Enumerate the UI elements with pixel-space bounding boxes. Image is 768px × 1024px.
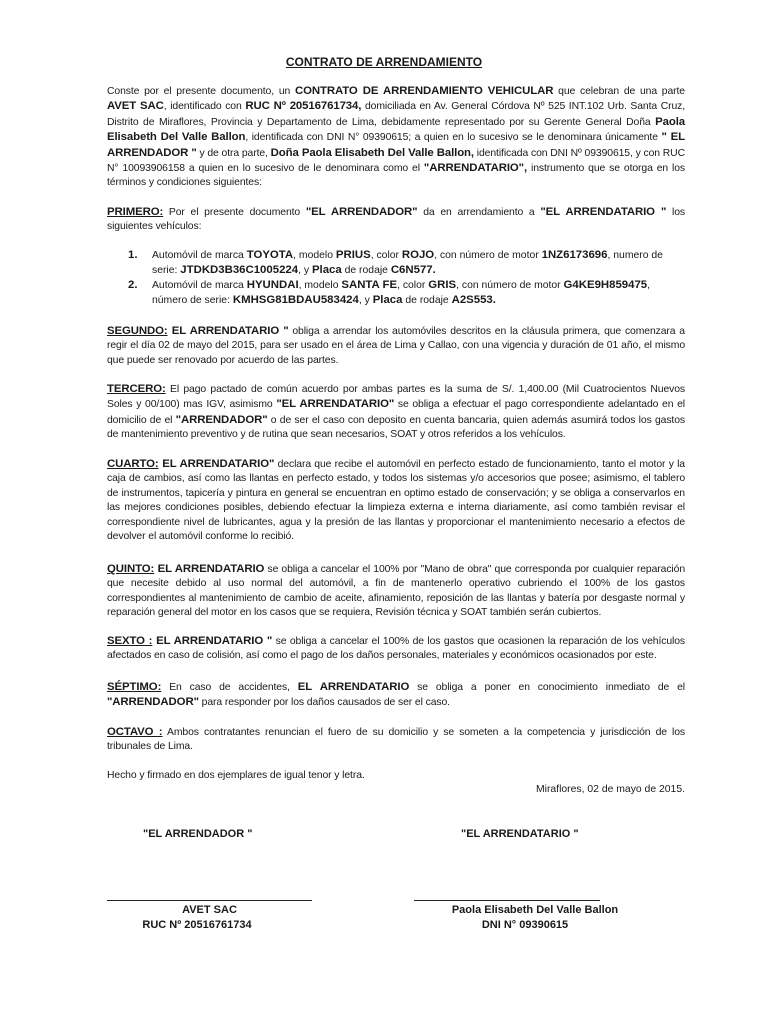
clause-quinto: [107, 562, 685, 621]
intro-text: , identificado con: [163, 101, 246, 113]
clause-primero: [107, 205, 685, 235]
contract-type: CONTRATO DE ARRENDAMIENTO VEHICULAR: [294, 85, 554, 97]
clause-label: SEGUNDO:: [107, 325, 168, 337]
signature-label-lessee: "EL ARRENDATARIO ": [461, 828, 579, 840]
lessor-signature-name: AVET SAC: [182, 904, 237, 916]
text: de rodaje: [402, 295, 452, 307]
lessee-term: EL ARRENDATARIO: [154, 563, 265, 575]
text: , número de serie:: [152, 280, 651, 307]
vehicle-description: [152, 248, 685, 279]
vehicle-model: PRIUS: [335, 249, 371, 261]
lessor-term: "ARRENDADOR": [107, 696, 199, 709]
closing-statement: Hecho y firmado en dos ejemplares de igual tenor y letra.: [107, 770, 365, 781]
lessee-term: EL ARRENDATARIO ": [152, 635, 273, 647]
plate-number: A2S553.: [451, 294, 496, 307]
clause-label: SÉPTIMO:: [107, 681, 162, 693]
plate-number: C6N577.: [390, 264, 436, 277]
clause-segundo: [107, 324, 685, 368]
clause-label: TERCERO:: [107, 383, 166, 395]
lessee-signature-id: DNI N° 09390615: [481, 919, 569, 931]
company-name: AVET SAC: [107, 100, 164, 113]
text: , con número de motor: [434, 250, 542, 261]
vehicle-description: [152, 278, 685, 309]
lessee-term: EL ARRENDATARIO: [297, 681, 410, 693]
clause-text: da en arrendamiento a: [417, 207, 541, 218]
vehicle-color: ROJO: [401, 249, 435, 261]
clause-label: QUINTO:: [107, 563, 155, 575]
lessee-term: "EL ARRENDATARIO ": [540, 206, 667, 218]
text: , modelo: [293, 250, 336, 261]
lessee-term: EL ARRENDATARIO": [158, 458, 275, 470]
signature-label-lessor: "EL ARRENDADOR ": [143, 828, 253, 840]
clause-text: Ambos contratantes renuncian el fuero de su domicilio y se someten a la competencia y jurisdicción de los tribunales de Lima.: [107, 727, 686, 753]
text: , numero de serie:: [152, 250, 663, 277]
clause-text: declara que recibe el automóvil en perfecto estado de funcionamiento, tanto el motor y la caja de cambios, así como las llantas en perfecto estado, y todos los sistemas y/o accesorios que posee; asimismo, el tablero de instrumentos, tapicería y pintura en general se encuentran en optimo estado de conservación; y se obliga a conservarlos en las mejores condiciones posibles, debiendo efectuar la limpieza externa e interna diariamente, así como también revisar el correspondiente nivel de lubricantes, agua y la presión de las llantas y proporcionar el mantenimiento necesario a efectos de devolver el automóvil conforme lo recibió.: [107, 459, 685, 543]
lessor-term: "EL ARRENDADOR": [305, 206, 418, 218]
clause-text: para responder por los daños causados de ser el caso.: [198, 697, 450, 709]
manager-name: Paola Elisabeth Del Valle Ballon: [107, 115, 685, 144]
lessee-name: Doña Paola Elisabeth Del Valle Ballon,: [270, 146, 474, 159]
clause-octavo: [107, 725, 685, 755]
lessor-term: "ARRENDADOR": [175, 413, 268, 426]
text: , color: [397, 280, 429, 291]
intro-text: domiciliada en Av. General Córdova Nº 525 INT.102 Urb. Santa Cruz, Distrito de Miraflores, Provincia y Departamento de Lima, debidamente representado por su Gerente General Doña: [107, 101, 686, 128]
list-number: 2.: [128, 279, 138, 291]
engine-number: G4KE9H859475: [563, 279, 648, 291]
lessee-term: "EL ARRENDATARIO": [276, 398, 395, 411]
document-title: CONTRATO DE ARRENDAMIENTO: [285, 55, 483, 69]
vehicle-brand: TOYOTA: [246, 249, 294, 261]
clause-label: PRIMERO:: [107, 206, 164, 218]
clause-text: El pago pactado de común acuerdo por ambas partes es la suma de S/. 1,400.00 (Mil Cuatrocientos Nuevos Soles y 00/100) mas IGV, asimismo: [107, 384, 685, 411]
clause-text: los siguientes vehículos:: [107, 207, 685, 233]
vehicle-color: GRIS: [428, 279, 457, 291]
clause-label: OCTAVO :: [107, 726, 163, 738]
list-number: 1.: [128, 249, 138, 261]
engine-number: 1NZ6173696: [541, 249, 608, 261]
clause-septimo: [107, 680, 685, 711]
vehicle-item-1: [128, 248, 685, 278]
signature-line-lessee: [414, 900, 600, 901]
plate-label: Placa: [372, 294, 403, 307]
plate-label: Placa: [311, 264, 342, 277]
vehicle-brand: HYUNDAI: [246, 279, 299, 291]
serial-number: JTDKD3B36C1005224: [180, 264, 299, 277]
clause-text: En caso de accidentes,: [161, 682, 298, 693]
lessee-term: "ARRENDATARIO",: [423, 162, 528, 175]
intro-text: , identificada con DNI N° 09390615; a quien en lo sucesivo se le denominara únicamente: [245, 132, 662, 144]
vehicle-model: SANTA FE: [341, 279, 398, 291]
intro-text: Conste por el presente documento, un: [107, 86, 295, 97]
text: Automóvil de marca: [152, 250, 247, 261]
intro-paragraph: [107, 84, 685, 191]
clause-text: se obliga a poner en conocimiento inmediato de el: [409, 682, 685, 693]
lessee-signature-name: Paola Elisabeth Del Valle Ballon: [451, 904, 619, 916]
clause-text: obliga a arrendar los automóviles descritos en la cláusula primera, que comenzara a regir el día 02 de mayo del 2015, para ser usado en el área de Lima y Callao, con una vigencia y duración de 01 año, el mismo que puede ser renovado por acuerdo de las partes.: [107, 326, 685, 366]
clause-sexto: [107, 634, 685, 664]
signature-line-lessor: [107, 900, 312, 901]
lessor-signature-id: RUC Nº 20516761734: [142, 919, 252, 931]
serial-number: KMHSG81BDAU583424: [232, 294, 359, 307]
intro-text: que celebran de una parte: [553, 86, 685, 97]
clause-text: se obliga a efectuar el pago correspondiente adelantado en el domicilio de el: [107, 399, 685, 426]
text: de rodaje: [341, 265, 391, 277]
text: Automóvil de marca: [152, 280, 247, 291]
text: , con número de motor: [456, 280, 564, 291]
clause-cuarto: [107, 457, 685, 544]
clause-tercero: [107, 382, 685, 443]
clause-text: Por el presente documento: [163, 207, 306, 218]
text: , modelo: [298, 280, 342, 291]
intro-text: identificada con DNI Nº 09390615, y con RUC N° 10093906158 a quien en lo sucesivo de le denominara como el: [107, 147, 685, 175]
text: , y: [298, 265, 312, 277]
clause-text: o de ser el caso con deposito en cuenta bancaria, quien además asumirá todos los gastos de mantenimiento preventivo y de rutina que sean necesarios, SOAT y otros referidos a los vehículos.: [107, 414, 685, 441]
intro-text: y de otra parte,: [196, 147, 271, 159]
clause-text: se obliga a cancelar el 100% por "Mano de obra" que corresponda por cualquier reparación que necesite debido al uso normal del automóvil, a fin de mantenerlo operativo cubriendo el 100% de los gastos correspondientes al mantenimiento de cambio de aceite, afinamiento, reposición de las llantas y batería por desgaste normal y reparación general del motor en los casos que se requiera, Revisión técnica y SOAT también serán cubiertos.: [107, 564, 685, 619]
text: , y: [358, 295, 373, 307]
company-ruc: RUC Nº 20516761734,: [245, 100, 362, 113]
place-date: Miraflores, 02 de mayo de 2015.: [535, 784, 685, 795]
lessee-term: EL ARRENDATARIO ": [167, 325, 289, 337]
clause-label: CUARTO:: [107, 458, 159, 470]
clause-text: se obliga a cancelar el 100% de los gastos que ocasionen la reparación de los vehículos afectados en caso de colisión, así como el pago de los daños personales, materiales y económicos ocasionados por este.: [107, 636, 685, 662]
vehicle-item-2: [128, 278, 685, 308]
text: , color: [370, 250, 402, 261]
intro-text: instrumento que se otorga en los términos y condiciones siguientes:: [107, 163, 685, 189]
clause-label: SEXTO :: [107, 635, 153, 647]
lessor-term: " EL ARRENDADOR ": [107, 131, 685, 159]
